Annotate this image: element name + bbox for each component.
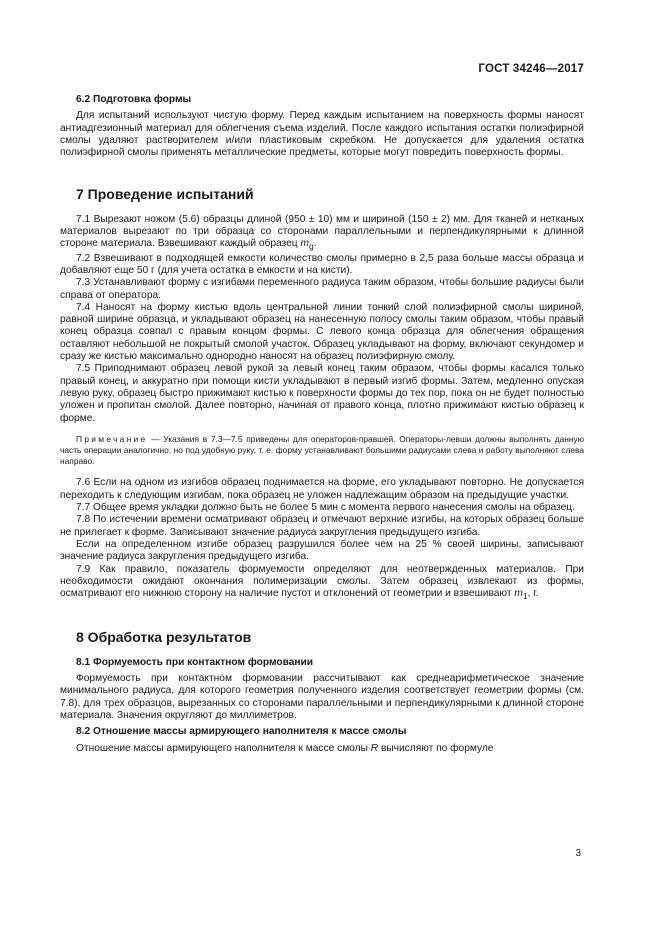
note-label: Примечание	[76, 433, 148, 444]
paragraph-7-7: 7.7 Общее время укладки должно быть не более 5 мин с момента первого нанесения смолы на образец.	[76, 502, 575, 514]
paragraph-7-9: 7.9 Как правило, показатель формуемости определяют для неотвержденных материалов. При необходимости ожидают окончания полимеризации смолы. Затем образец извлекают из формы, осматривают его нижнюю сторону на наличие пустот и отклонений от геометрии и взвешивают $m_1$, г.	[60, 563, 584, 602]
note	[60, 434, 584, 468]
paragraph-7-6: 7.6 Если на одном из изгибов образец поднимается на форме, его укладывают повторно. Не допускается переходить к следующим изгибам, пока образец не уложен надлежащим образом на предыдущие участки.	[60, 477, 584, 501]
section-7-heading: 7 Проведение испытаний	[76, 186, 254, 203]
paragraph-7-2: 7.2 Взвешивают в подходящей емкости количество смолы примерно в 2,5 раза больше массы образца и добавляют еще 50 г (для учета остатка в емкости и на кисти).	[60, 252, 584, 276]
paragraph-7-3: 7.3 Устанавливают форму с изгибами переменного радиуса таким образом, чтобы большие радиусы были справа от оператора.	[60, 277, 584, 301]
section-8-2-paragraph: Отношение массы армирующего наполнителя к массе смолы R вычисляют по формуле	[76, 742, 494, 754]
section-8-1-paragraph: Формуемость при контактном формовании рассчитывают как среднеарифметическое значение минимального радиуса, для которого геометрия полученного изделия соответствует геометрии формы (см. 7.8), для трех образцов, вырезанных со сторонами параллельными и перпендикулярными к длинной стороне материала. Значения округляют до миллиметров.	[60, 673, 584, 721]
note-text: — Указания в 7.3—7.5 приведены для операторов-правшей. Операторы-левши должны выполнять данную часть операции аналогично, но под удобную руку, т. е. форму устанавливают большими радиусами слева и работу выполняют слева направо.	[60, 433, 584, 467]
section-8-1-heading: 8.1 Формуемость при контактном формовании	[76, 656, 314, 668]
paragraph-7-8: 7.8 По истечении времени осматривают образец и отмечают верхние изгибы, на которых образец больше не прилегает к форме. Записывают значение радиуса закругления предыдущего изгиба.	[60, 514, 584, 538]
paragraph-7-5: 7.5 Приподнимают образец левой рукой за левый конец таким образом, чтобы формы касался только правый конец, и аккуратно при помощи кисти укладывают в первый изгиб формы. Затем, медленно опуская левую руку, образец быстро прижимают кистью к поверхности формы до тех пор, пока он не будет полностью уложен и пропитан смолой. Далее повторно, начиная от правого конца, плотно прижимают кистью образец к форме.	[60, 363, 584, 424]
paragraph-7-4: 7.4 Наносят на форму кистью вдоль центральной линии тонкий слой полиэфирной смолы шириной, равной ширине образца, и укладывают образец на нанесенную полосу смолы таким образом, чтобы правый конец образца совпал с правым концом формы. С левого конца образца для облегчения обращения оставляют небольшой не покрытый смолой участок. Образец укладывают на форму, включают секундомер и сразу же кистью максимально однородно наносят на образец полиэфирную смолу.	[60, 301, 584, 363]
section-6-2-paragraph: Для испытаний используют чистую форму. Перед каждым испытанием на поверхность формы наносят антиадгезионный материал для облегчения съема изделий. После каждого испытания остатки полиэфирной смолы удаляют растворителем и/или пластиковым скребком. Не допускается для удаления остатка полиэфирной смолы применять металлические предметы, которые могут повредить поверхность формы.	[60, 110, 584, 159]
page-content	[60, 94, 584, 755]
section-8-2-heading: 8.2 Отношение массы армирующего наполнителя к массе смолы	[76, 726, 407, 738]
section-6-2-heading: 6.2 Подготовка формы	[76, 94, 192, 105]
paragraph-7-8-cont: Если на определенном изгибе образец разрушился более чем на 25 % своей ширины, записывают значение радиуса закругления предыдущего изгиба.	[60, 538, 584, 563]
section-8-heading: 8 Обработка результатов	[76, 629, 252, 646]
paragraph-7-1: 7.1 Вырезают ножом (5.6) образцы длиной (950 ± 10) мм и шириной (150 ± 2) мм. Для тканей и нетканых материалов вырезают по три образца со сторонами параллельными и перпендикулярными к длинной стороне материала. Взвешивают каждый образец $m_g$.	[60, 213, 584, 252]
standard-code: ГОСТ 34246—2017	[478, 63, 584, 75]
page-number: 3	[575, 848, 581, 859]
